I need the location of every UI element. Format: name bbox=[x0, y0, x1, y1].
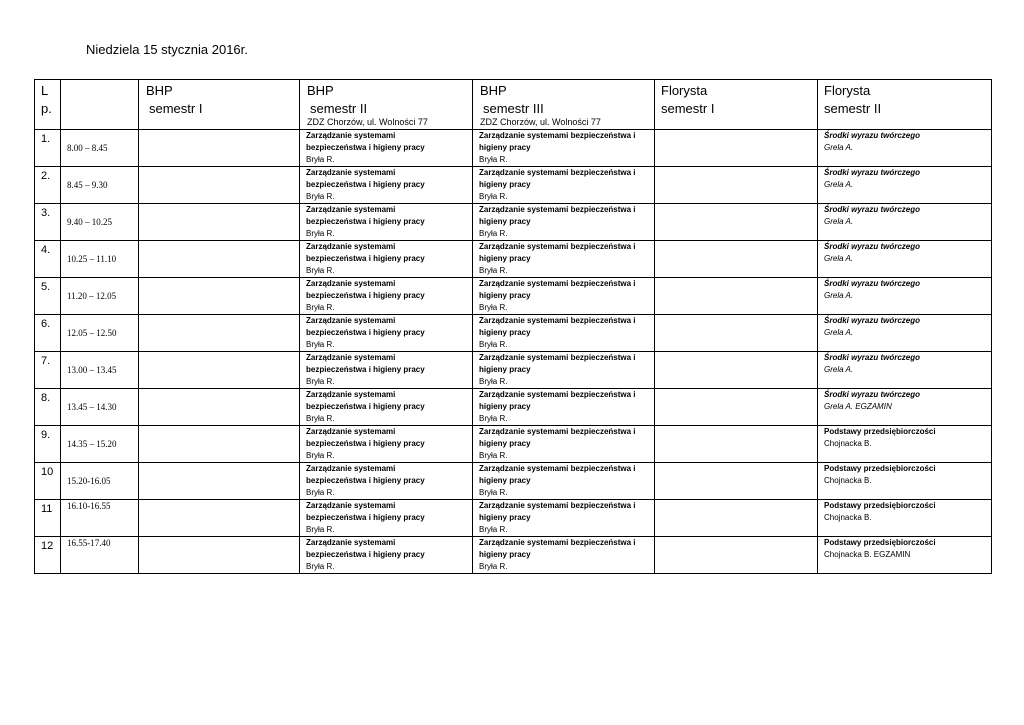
row-number: 12 bbox=[35, 537, 61, 574]
cell-bhp-sem3 bbox=[473, 389, 655, 426]
table-row bbox=[35, 537, 992, 574]
cell-florysta-sem1 bbox=[655, 241, 818, 278]
header-bhp-sem2 bbox=[300, 80, 473, 130]
cell-bhp-sem2 bbox=[300, 204, 473, 241]
cell-bhp-sem1 bbox=[139, 352, 300, 389]
row-time: 8.45 – 9.30 bbox=[61, 167, 139, 204]
row-number: 7. bbox=[35, 352, 61, 389]
row-time: 9.40 – 10.25 bbox=[61, 204, 139, 241]
subject-line1: Zarządzanie systemami bezpieczeństwa i bbox=[479, 464, 636, 473]
header-lp-line2: p. bbox=[41, 101, 52, 116]
subject-line1: Zarządzanie systemami bbox=[306, 427, 396, 436]
header-bhp-sem2-line1: BHP bbox=[307, 83, 334, 98]
teacher-name: Chojnacka B. bbox=[824, 513, 872, 522]
subject-line1: Zarządzanie systemami bbox=[306, 131, 396, 140]
row-time: 12.05 – 12.50 bbox=[61, 315, 139, 352]
teacher-name: Grela A. bbox=[824, 328, 854, 337]
cell-bhp-sem1 bbox=[139, 500, 300, 537]
subject-line2: bezpieczeństwa i higieny pracy bbox=[306, 143, 425, 152]
subject-line1: Zarządzanie systemami bbox=[306, 168, 396, 177]
subject-line2: bezpieczeństwa i higieny pracy bbox=[306, 217, 425, 226]
header-time bbox=[61, 80, 139, 130]
row-number: 8. bbox=[35, 389, 61, 426]
row-number: 5. bbox=[35, 278, 61, 315]
subject-line2: bezpieczeństwa i higieny pracy bbox=[306, 365, 425, 374]
cell-florysta-sem2 bbox=[818, 389, 992, 426]
cell-florysta-sem2 bbox=[818, 130, 992, 167]
cell-florysta-sem1 bbox=[655, 500, 818, 537]
row-time: 14.35 – 15.20 bbox=[61, 426, 139, 463]
cell-bhp-sem2 bbox=[300, 537, 473, 574]
subject-line1: Zarządzanie systemami bbox=[306, 242, 396, 251]
teacher-name: Bryła R. bbox=[306, 229, 335, 238]
subject-line1: Zarządzanie systemami bezpieczeństwa i bbox=[479, 538, 636, 547]
subject-line1: Zarządzanie systemami bezpieczeństwa i bbox=[479, 316, 636, 325]
subject-line2: higieny pracy bbox=[479, 550, 531, 559]
cell-bhp-sem1 bbox=[139, 463, 300, 500]
header-bhp-sem3-line2: semestr III bbox=[483, 101, 544, 116]
cell-bhp-sem2 bbox=[300, 315, 473, 352]
subject-line1: Zarządzanie systemami bezpieczeństwa i bbox=[479, 390, 636, 399]
subject-line1: Zarządzanie systemami bbox=[306, 316, 396, 325]
header-bhp-sem2-location: ZDZ Chorzów, ul. Wolności 77 bbox=[307, 117, 428, 127]
row-number: 11 bbox=[35, 500, 61, 537]
cell-bhp-sem3 bbox=[473, 278, 655, 315]
teacher-name: Bryła R. bbox=[306, 451, 335, 460]
subject-name: Środki wyrazu twórczego bbox=[824, 390, 921, 399]
cell-florysta-sem1 bbox=[655, 204, 818, 241]
header-bhp-sem3-line1: BHP bbox=[480, 83, 507, 98]
header-florysta-sem2-line2: semestr II bbox=[824, 101, 882, 116]
cell-bhp-sem1 bbox=[139, 130, 300, 167]
header-florysta-sem1 bbox=[655, 80, 818, 130]
cell-florysta-sem2 bbox=[818, 278, 992, 315]
header-bhp-sem1-line1: BHP bbox=[146, 83, 173, 98]
teacher-name: Chojnacka B. bbox=[824, 439, 872, 448]
cell-bhp-sem3 bbox=[473, 204, 655, 241]
subject-line2: higieny pracy bbox=[479, 291, 531, 300]
teacher-name: Grela A. bbox=[824, 180, 854, 189]
header-florysta-sem2 bbox=[818, 80, 992, 130]
teacher-name: Bryła R. bbox=[479, 303, 508, 312]
cell-florysta-sem1 bbox=[655, 389, 818, 426]
cell-bhp-sem1 bbox=[139, 537, 300, 574]
table-row bbox=[35, 130, 992, 167]
cell-florysta-sem2 bbox=[818, 315, 992, 352]
table-row bbox=[35, 315, 992, 352]
subject-name: Środki wyrazu twórczego bbox=[824, 242, 921, 251]
teacher-name: Bryła R. bbox=[479, 451, 508, 460]
cell-bhp-sem3 bbox=[473, 167, 655, 204]
cell-bhp-sem2 bbox=[300, 389, 473, 426]
cell-bhp-sem2 bbox=[300, 278, 473, 315]
cell-florysta-sem2 bbox=[818, 167, 992, 204]
subject-name: Środki wyrazu twórczego bbox=[824, 168, 921, 177]
header-bhp-sem1-line2: semestr I bbox=[149, 101, 203, 116]
subject-line1: Zarządzanie systemami bbox=[306, 501, 396, 510]
cell-bhp-sem2 bbox=[300, 500, 473, 537]
teacher-name: Bryła R. bbox=[479, 414, 508, 423]
subject-line1: Zarządzanie systemami bbox=[306, 353, 396, 362]
row-time: 13.00 – 13.45 bbox=[61, 352, 139, 389]
subject-name: Środki wyrazu twórczego bbox=[824, 353, 921, 362]
header-bhp-sem1 bbox=[139, 80, 300, 130]
subject-line1: Zarządzanie systemami bezpieczeństwa i bbox=[479, 353, 636, 362]
teacher-name: Bryła R. bbox=[306, 488, 335, 497]
cell-florysta-sem2 bbox=[818, 500, 992, 537]
subject-line2: higieny pracy bbox=[479, 476, 531, 485]
subject-name: Podstawy przedsiębiorczości bbox=[824, 464, 936, 473]
subject-line2: bezpieczeństwa i higieny pracy bbox=[306, 402, 425, 411]
teacher-name: Grela A. bbox=[824, 365, 854, 374]
subject-line2: higieny pracy bbox=[479, 439, 531, 448]
teacher-name: Bryła R. bbox=[479, 192, 508, 201]
cell-bhp-sem1 bbox=[139, 315, 300, 352]
cell-florysta-sem1 bbox=[655, 463, 818, 500]
teacher-name: Grela A. EGZAMIN bbox=[824, 402, 892, 411]
row-number: 6. bbox=[35, 315, 61, 352]
cell-bhp-sem3 bbox=[473, 537, 655, 574]
teacher-name: Bryła R. bbox=[479, 525, 508, 534]
cell-bhp-sem1 bbox=[139, 389, 300, 426]
row-time: 15.20-16.05 bbox=[61, 463, 139, 500]
subject-line2: bezpieczeństwa i higieny pracy bbox=[306, 180, 425, 189]
subject-line1: Zarządzanie systemami bezpieczeństwa i bbox=[479, 279, 636, 288]
subject-line2: higieny pracy bbox=[479, 328, 531, 337]
subject-name: Podstawy przedsiębiorczości bbox=[824, 501, 936, 510]
subject-line1: Zarządzanie systemami bbox=[306, 390, 396, 399]
cell-bhp-sem1 bbox=[139, 167, 300, 204]
cell-bhp-sem3 bbox=[473, 241, 655, 278]
subject-name: Środki wyrazu twórczego bbox=[824, 205, 921, 214]
cell-florysta-sem2 bbox=[818, 463, 992, 500]
header-bhp-sem3-location: ZDZ Chorzów, ul. Wolności 77 bbox=[480, 117, 601, 127]
cell-bhp-sem3 bbox=[473, 463, 655, 500]
teacher-name: Grela A. bbox=[824, 291, 854, 300]
subject-line2: higieny pracy bbox=[479, 217, 531, 226]
cell-florysta-sem2 bbox=[818, 537, 992, 574]
cell-bhp-sem1 bbox=[139, 241, 300, 278]
subject-line2: bezpieczeństwa i higieny pracy bbox=[306, 513, 425, 522]
subject-line1: Zarządzanie systemami bezpieczeństwa i bbox=[479, 427, 636, 436]
subject-line2: higieny pracy bbox=[479, 180, 531, 189]
subject-line2: bezpieczeństwa i higieny pracy bbox=[306, 328, 425, 337]
teacher-name: Grela A. bbox=[824, 143, 854, 152]
row-time: 16.55-17.40 bbox=[61, 537, 139, 574]
table-row bbox=[35, 352, 992, 389]
subject-line2: higieny pracy bbox=[479, 365, 531, 374]
cell-bhp-sem2 bbox=[300, 352, 473, 389]
teacher-name: Grela A. bbox=[824, 254, 854, 263]
cell-florysta-sem1 bbox=[655, 537, 818, 574]
subject-line1: Zarządzanie systemami bbox=[306, 464, 396, 473]
row-time: 16.10-16.55 bbox=[61, 500, 139, 537]
cell-florysta-sem2 bbox=[818, 426, 992, 463]
subject-name: Środki wyrazu twórczego bbox=[824, 279, 921, 288]
cell-bhp-sem1 bbox=[139, 426, 300, 463]
subject-line1: Zarządzanie systemami bezpieczeństwa i bbox=[479, 131, 636, 140]
cell-bhp-sem3 bbox=[473, 315, 655, 352]
cell-florysta-sem1 bbox=[655, 315, 818, 352]
cell-florysta-sem2 bbox=[818, 352, 992, 389]
subject-line2: bezpieczeństwa i higieny pracy bbox=[306, 254, 425, 263]
subject-name: Środki wyrazu twórczego bbox=[824, 316, 921, 325]
row-time: 10.25 – 11.10 bbox=[61, 241, 139, 278]
cell-bhp-sem1 bbox=[139, 278, 300, 315]
teacher-name: Bryła R. bbox=[306, 525, 335, 534]
teacher-name: Bryła R. bbox=[306, 414, 335, 423]
header-lp bbox=[35, 80, 61, 130]
cell-bhp-sem3 bbox=[473, 500, 655, 537]
row-number: 2. bbox=[35, 167, 61, 204]
cell-florysta-sem1 bbox=[655, 426, 818, 463]
header-bhp-sem3 bbox=[473, 80, 655, 130]
table-row bbox=[35, 389, 992, 426]
cell-florysta-sem1 bbox=[655, 167, 818, 204]
cell-bhp-sem2 bbox=[300, 130, 473, 167]
cell-bhp-sem3 bbox=[473, 426, 655, 463]
teacher-name: Bryła R. bbox=[306, 266, 335, 275]
cell-florysta-sem1 bbox=[655, 278, 818, 315]
cell-bhp-sem2 bbox=[300, 167, 473, 204]
row-time: 13.45 – 14.30 bbox=[61, 389, 139, 426]
teacher-name: Bryła R. bbox=[306, 155, 335, 164]
subject-line1: Zarządzanie systemami bbox=[306, 205, 396, 214]
cell-florysta-sem1 bbox=[655, 130, 818, 167]
subject-line2: bezpieczeństwa i higieny pracy bbox=[306, 476, 425, 485]
subject-line2: bezpieczeństwa i higieny pracy bbox=[306, 291, 425, 300]
teacher-name: Bryła R. bbox=[479, 229, 508, 238]
teacher-name: Bryła R. bbox=[479, 155, 508, 164]
row-number: 9. bbox=[35, 426, 61, 463]
cell-bhp-sem2 bbox=[300, 463, 473, 500]
row-number: 3. bbox=[35, 204, 61, 241]
subject-line2: bezpieczeństwa i higieny pracy bbox=[306, 439, 425, 448]
teacher-name: Bryła R. bbox=[306, 340, 335, 349]
teacher-name: Bryła R. bbox=[479, 266, 508, 275]
table-row bbox=[35, 426, 992, 463]
cell-florysta-sem2 bbox=[818, 204, 992, 241]
header-florysta-sem1-line1: Florysta bbox=[661, 83, 708, 98]
subject-line2: higieny pracy bbox=[479, 254, 531, 263]
subject-line2: higieny pracy bbox=[479, 513, 531, 522]
teacher-name: Bryła R. bbox=[306, 303, 335, 312]
teacher-name: Bryła R. bbox=[479, 488, 508, 497]
teacher-name: Bryła R. bbox=[306, 377, 335, 386]
teacher-name: Bryła R. bbox=[306, 192, 335, 201]
schedule-table bbox=[34, 79, 992, 574]
teacher-name: Bryła R. bbox=[479, 340, 508, 349]
header-florysta-sem2-line1: Florysta bbox=[824, 83, 871, 98]
table-row bbox=[35, 500, 992, 537]
header-florysta-sem1-line2: semestr I bbox=[661, 101, 715, 116]
page-title: Niedziela 15 stycznia 2016r. bbox=[86, 42, 248, 57]
subject-line1: Zarządzanie systemami bezpieczeństwa i bbox=[479, 501, 636, 510]
header-row bbox=[35, 80, 992, 130]
subject-name: Środki wyrazu twórczego bbox=[824, 131, 921, 140]
teacher-name: Bryła R. bbox=[479, 377, 508, 386]
subject-line2: bezpieczeństwa i higieny pracy bbox=[306, 550, 425, 559]
subject-line1: Zarządzanie systemami bezpieczeństwa i bbox=[479, 242, 636, 251]
cell-florysta-sem1 bbox=[655, 352, 818, 389]
cell-bhp-sem1 bbox=[139, 204, 300, 241]
header-bhp-sem2-line2: semestr II bbox=[310, 101, 368, 116]
teacher-name: Bryła R. bbox=[479, 562, 508, 571]
row-number: 4. bbox=[35, 241, 61, 278]
cell-bhp-sem2 bbox=[300, 426, 473, 463]
table-row bbox=[35, 463, 992, 500]
subject-line1: Zarządzanie systemami bbox=[306, 279, 396, 288]
teacher-name: Chojnacka B. bbox=[824, 476, 872, 485]
teacher-name: Grela A. bbox=[824, 217, 854, 226]
row-number: 1. bbox=[35, 130, 61, 167]
subject-line1: Zarządzanie systemami bezpieczeństwa i bbox=[479, 168, 636, 177]
subject-line1: Zarządzanie systemami bbox=[306, 538, 396, 547]
row-time: 8.00 – 8.45 bbox=[61, 130, 139, 167]
table-row bbox=[35, 278, 992, 315]
subject-line2: higieny pracy bbox=[479, 402, 531, 411]
row-time: 11.20 – 12.05 bbox=[61, 278, 139, 315]
subject-line2: higieny pracy bbox=[479, 143, 531, 152]
subject-line1: Zarządzanie systemami bezpieczeństwa i bbox=[479, 205, 636, 214]
table-row bbox=[35, 167, 992, 204]
cell-bhp-sem2 bbox=[300, 241, 473, 278]
cell-florysta-sem2 bbox=[818, 241, 992, 278]
teacher-name: Bryła R. bbox=[306, 562, 335, 571]
row-number: 10 bbox=[35, 463, 61, 500]
cell-bhp-sem3 bbox=[473, 130, 655, 167]
cell-bhp-sem3 bbox=[473, 352, 655, 389]
table-row bbox=[35, 204, 992, 241]
header-lp-line1: L bbox=[41, 83, 49, 98]
teacher-name: Chojnacka B. EGZAMIN bbox=[824, 550, 911, 559]
subject-name: Podstawy przedsiębiorczości bbox=[824, 538, 936, 547]
table-row bbox=[35, 241, 992, 278]
subject-name: Podstawy przedsiębiorczości bbox=[824, 427, 936, 436]
